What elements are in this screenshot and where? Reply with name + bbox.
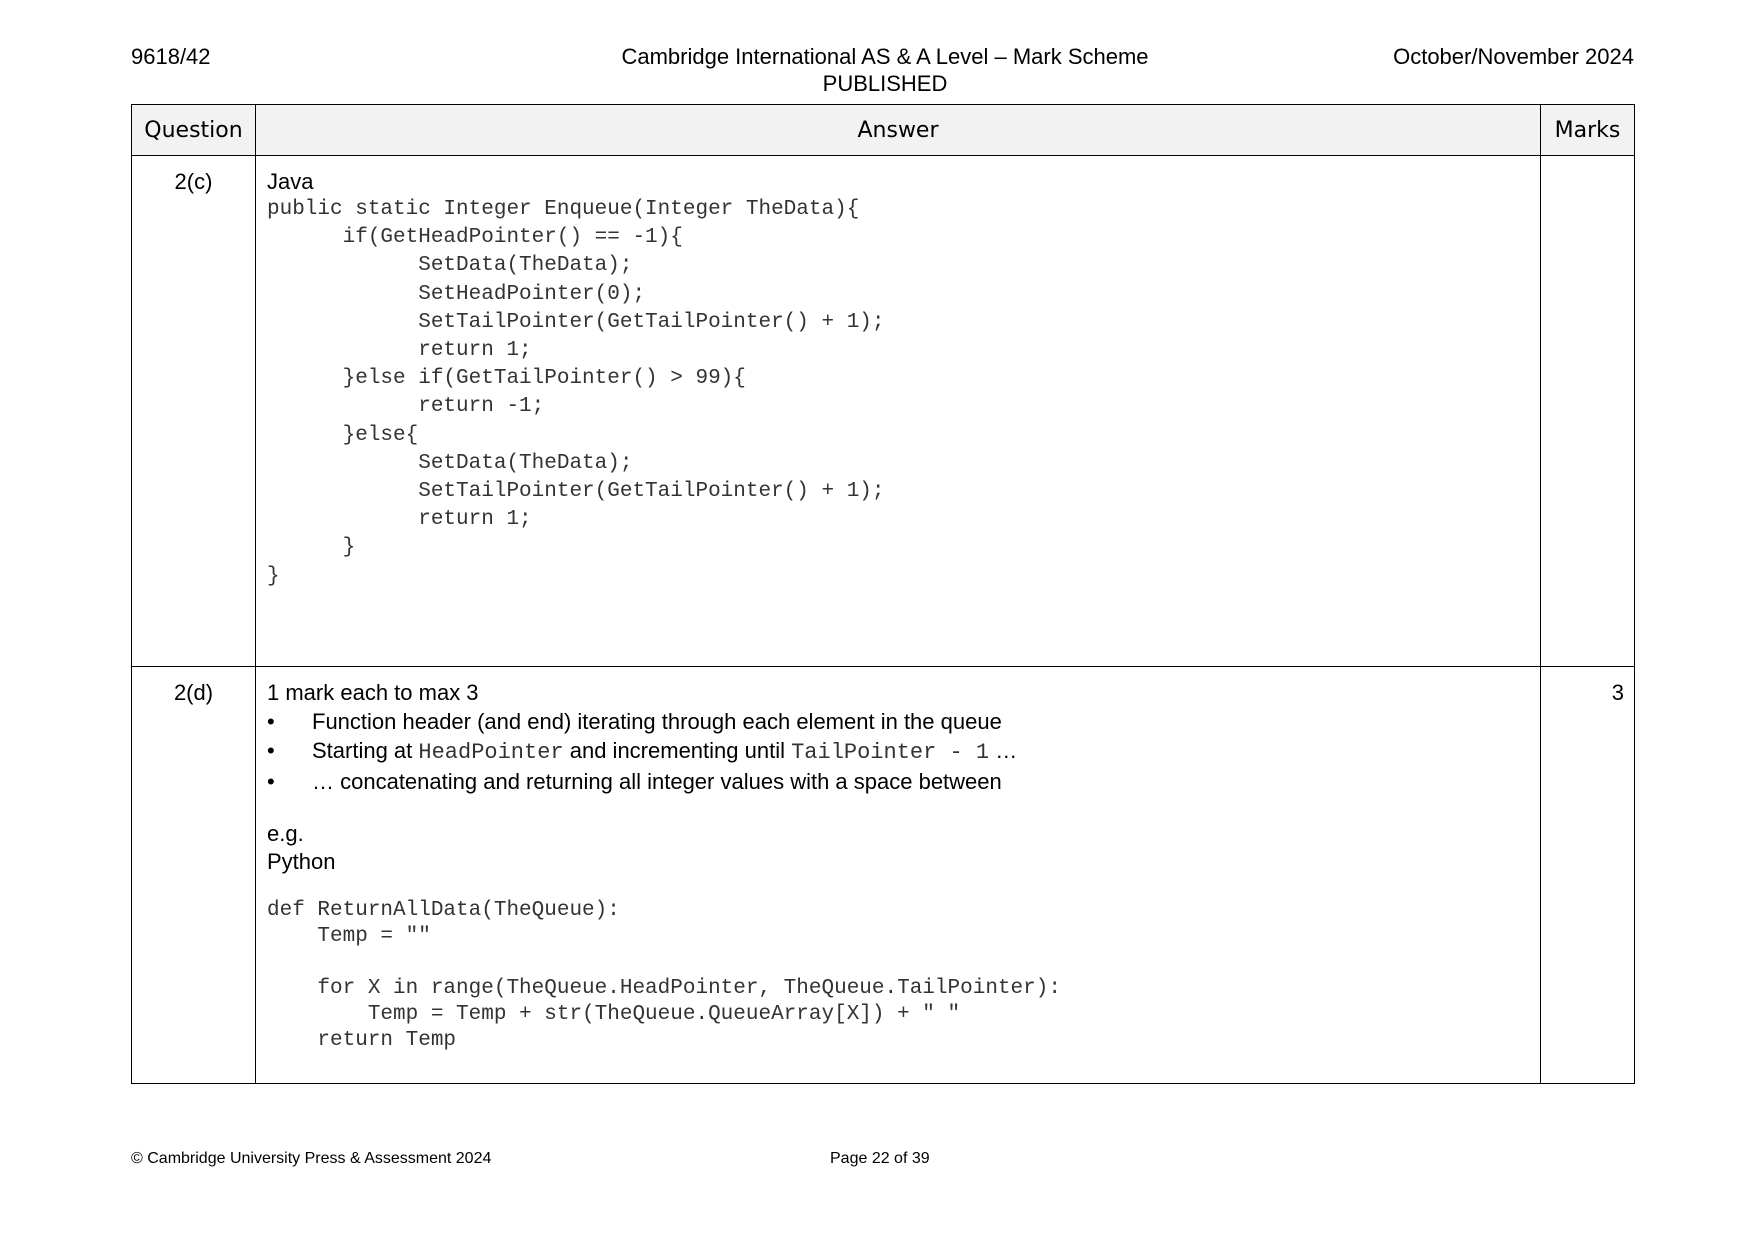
mark-scheme-title: Cambridge International AS & A Level – Mark Scheme [621,44,1149,69]
marking-intro: 1 mark each to max 3 [267,680,479,705]
table-header-row [132,105,1635,156]
document-title [500,43,1270,97]
marking-point-middle: and incrementing until [563,738,792,763]
marking-points [267,707,1528,796]
table-row [132,667,1635,1084]
question-number: 2(d) [132,667,256,1084]
list-item [267,767,1528,796]
copyright-notice: © Cambridge University Press & Assessment 2024 [131,1150,492,1167]
java-code-block: public static Integer Enqueue(Integer TheData){ if(GetHeadPointer() == -1){ SetData(TheData); SetHeadPointer(0); SetTailPointer(GetTailPointer() + 1); return 1; }else if(GetTailPointer() > 99){ return -1; }else{ SetData(TheData); SetTailPointer(GetTailPointer() + 1); return 1; } } [267,198,885,588]
page-number: Page 22 of 39 [830,1150,930,1167]
question-column-header: Question [132,105,256,156]
example-label: e.g. [267,821,304,846]
language-label: Java [267,169,314,194]
answer-cell [256,156,1541,667]
list-item [267,707,1528,736]
table-row [132,156,1635,667]
marking-point-text: … concatenating and returning all integer values with a space between [312,769,1002,794]
question-number: 2(c) [132,156,256,667]
language-label: Python [267,849,336,874]
marks-cell [1541,156,1635,667]
marking-point-prefix: Starting at [312,738,419,763]
head-pointer-code: HeadPointer [418,740,564,765]
exam-session: October/November 2024 [1393,44,1634,69]
answer-cell [256,667,1541,1084]
list-item [267,736,1528,767]
mark-scheme-table [131,104,1635,1084]
marks-column-header: Marks [1541,105,1635,156]
python-code-block: def ReturnAllData(TheQueue): Temp = "" for X in range(TheQueue.HeadPointer, TheQueue.TailPointer): Temp = Temp + str(TheQueue.QueueArray[X]) + " " return Temp [267,899,1061,1052]
published-label: PUBLISHED [822,71,948,96]
marking-point-text: Function header (and end) iterating through each element in the queue [312,709,1002,734]
marking-point-suffix: … [989,738,1018,763]
tail-pointer-code: TailPointer - 1 [791,740,990,765]
answer-column-header: Answer [256,105,1541,156]
marks-cell: 3 [1541,667,1635,1084]
paper-code: 9618/42 [131,44,211,69]
